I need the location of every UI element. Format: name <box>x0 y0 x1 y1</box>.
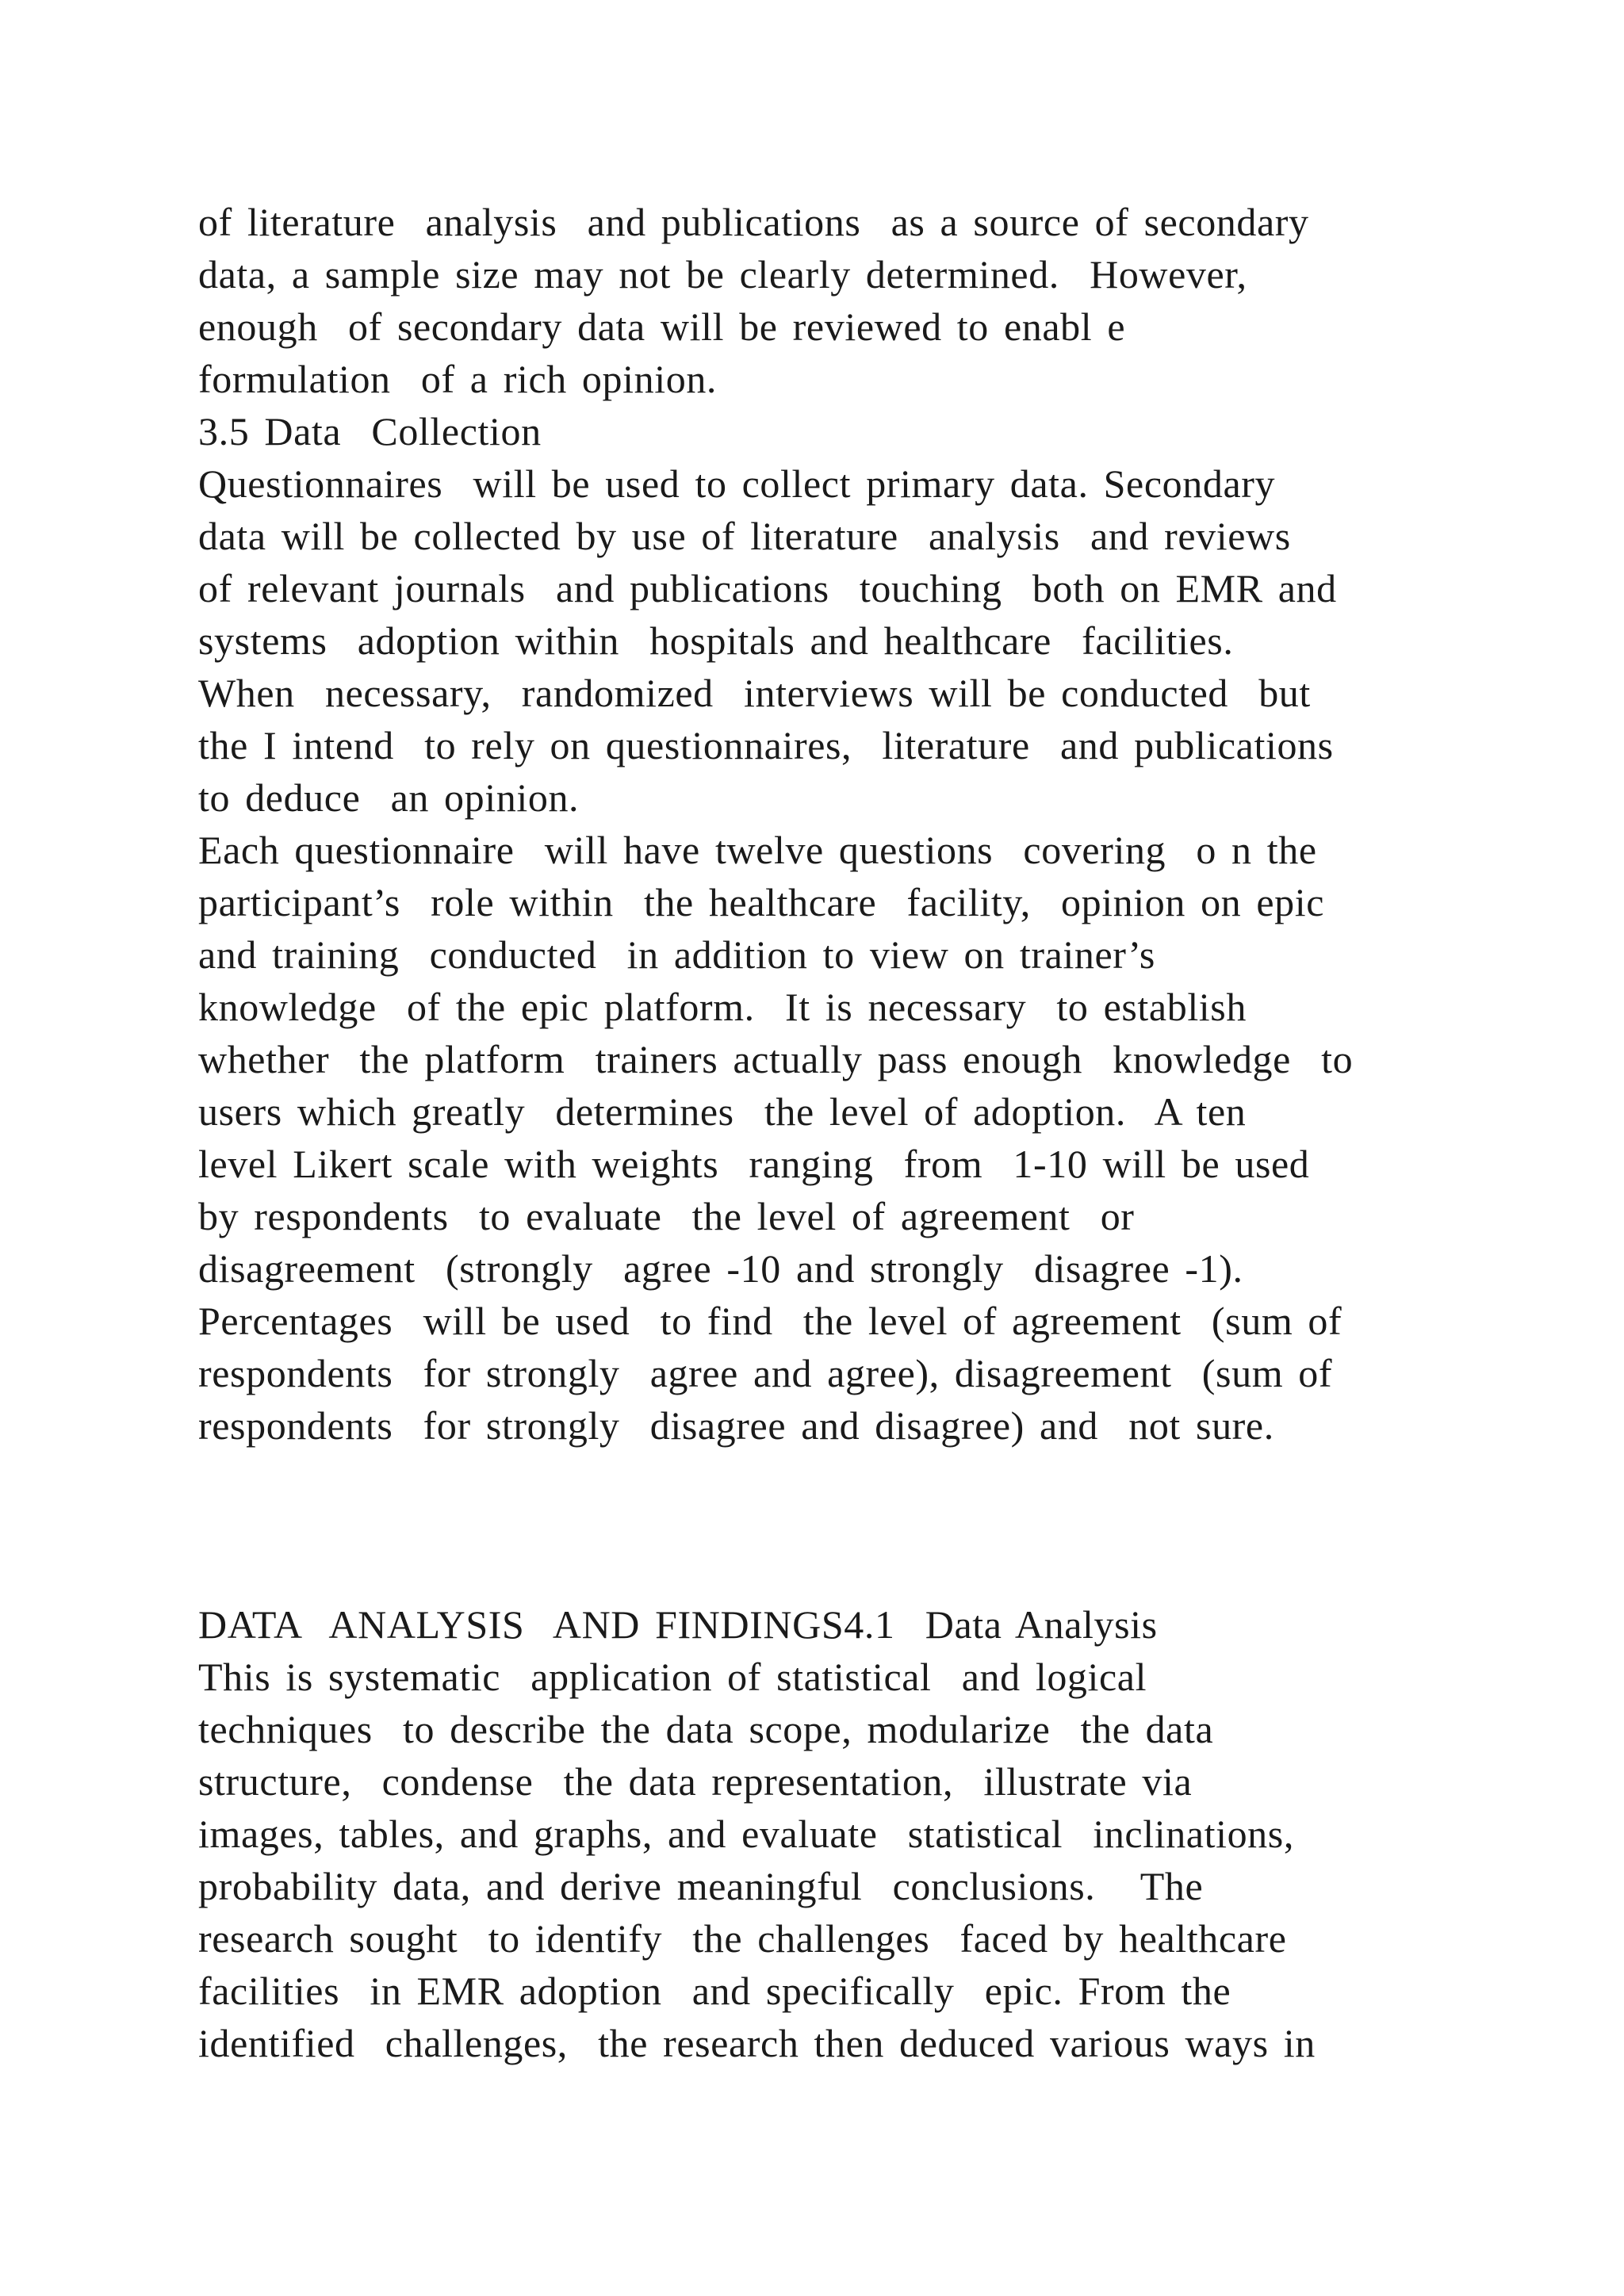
text-line: disagreement (strongly agree -10 and strongly disagree -1). <box>198 1246 1243 1291</box>
text-line: This is systematic application of statistical and logical <box>198 1655 1147 1699</box>
text-line: research sought to identify the challenges faced by healthcare <box>198 1916 1287 1961</box>
text-line: participant’s role within the healthcare facility, opinion on epic <box>198 880 1325 924</box>
text-line: enough of secondary data will be reviewed to enabl e <box>198 304 1126 349</box>
text-line: of literature analysis and publications as a source of secondary <box>198 200 1309 244</box>
text-line: When necessary, randomized interviews will be conducted but <box>198 671 1311 715</box>
text-line: users which greatly determines the level of adoption. A ten <box>198 1089 1247 1134</box>
text-line: Questionnaires will be used to collect primary data. Secondary <box>198 461 1276 506</box>
text-line: and training conducted in addition to view on trainer’s <box>198 932 1155 977</box>
text-line: facilities in EMR adoption and specifically epic. From the <box>198 1969 1231 2013</box>
text-line: the I intend to rely on questionnaires, literature and publications <box>198 723 1334 767</box>
text-line: probability data, and derive meaningful conclusions. The <box>198 1864 1204 1908</box>
body-text-section-b <box>198 1598 1499 2069</box>
body-text-section-a <box>198 196 1499 1452</box>
text-line: data will be collected by use of literature analysis and reviews <box>198 514 1291 558</box>
text-line: techniques to describe the data scope, modularize the data <box>198 1707 1214 1751</box>
text-line: to deduce an opinion. <box>198 775 580 820</box>
text-line: knowledge of the epic platform. It is necessary to establish <box>198 985 1247 1029</box>
text-line: whether the platform trainers actually pass enough knowledge to <box>198 1037 1354 1081</box>
text-line: formulation of a rich opinion. <box>198 357 718 401</box>
text-line: Percentages will be used to find the level of agreement (sum of <box>198 1299 1342 1343</box>
text-line: identified challenges, the research then deduced various ways in <box>198 2021 1316 2065</box>
text-line: images, tables, and graphs, and evaluate statistical inclinations, <box>198 1812 1294 1856</box>
text-line: respondents for strongly agree and agree), disagreement (sum of <box>198 1351 1333 1395</box>
section-heading-3-5: 3.5 Data Collection <box>198 409 542 453</box>
text-line: systems adoption within hospitals and healthcare facilities. <box>198 618 1234 663</box>
text-line: Each questionnaire will have twelve questions covering o n the <box>198 828 1317 872</box>
text-line: level Likert scale with weights ranging from 1-10 will be used <box>198 1142 1310 1186</box>
text-line: data, a sample size may not be clearly determined. However, <box>198 252 1247 297</box>
text-line: structure, condense the data representation, illustrate via <box>198 1759 1193 1804</box>
text-line: respondents for strongly disagree and disagree) and not sure. <box>198 1403 1274 1448</box>
text-line: by respondents to evaluate the level of agreement or <box>198 1194 1135 1238</box>
section-heading-data-analysis: DATA ANALYSIS AND FINDINGS4.1 Data Analysis <box>198 1602 1158 1647</box>
text-line: of relevant journals and publications touching both on EMR and <box>198 566 1337 610</box>
